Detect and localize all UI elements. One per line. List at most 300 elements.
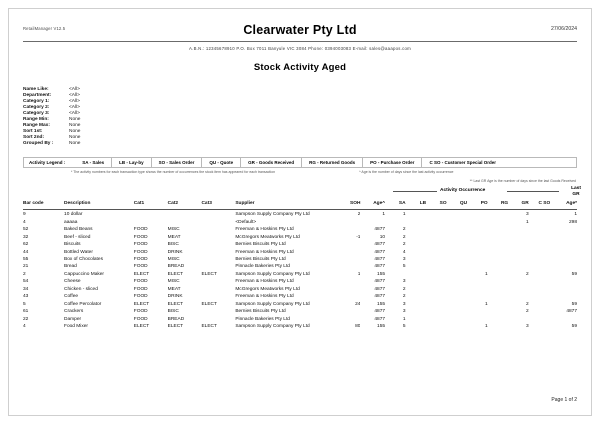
cell-cso — [529, 284, 551, 291]
cell-gr: 2 — [526, 309, 529, 315]
table-header — [23, 201, 577, 209]
cell-qu — [447, 247, 468, 254]
cell-supplier: Sampson Supply Company Pty Ltd — [235, 323, 310, 329]
cell-po — [467, 292, 488, 299]
cell-age: 4877 — [374, 249, 386, 255]
cell-sa: 3 — [402, 257, 406, 263]
cell-cat3 — [201, 225, 235, 232]
cell-last-gr-age: 59 — [571, 323, 577, 329]
cell-so — [426, 232, 447, 239]
cell-supplier: McGregors Meatworks Pty Ltd — [235, 234, 300, 240]
cell-qu — [447, 314, 468, 321]
cell-qu — [447, 277, 468, 284]
cell-gr — [508, 232, 529, 239]
cell-age: 4877 — [374, 316, 386, 322]
cell-cat2: DRINK — [167, 249, 183, 255]
cell-rg — [488, 292, 509, 299]
column-header-po: PO — [467, 201, 488, 209]
cell-soh: 1 — [357, 271, 361, 277]
cell-rg — [488, 225, 509, 232]
footnote-activity: * The activity numbers for each transaction type shows the number of occurrences the stock item has appeared for each transaction — [71, 170, 276, 175]
cell-gr — [508, 284, 529, 291]
cell-cat2: BREAD — [167, 264, 185, 270]
activity-band-rule-right — [507, 191, 559, 192]
cell-gr — [508, 292, 529, 299]
cell-sa: 4 — [402, 249, 406, 255]
cell-age: 155 — [377, 301, 386, 307]
cell-so — [426, 307, 447, 314]
table-row[interactable] — [23, 232, 577, 239]
cell-cat1: FOOD — [133, 286, 148, 292]
column-header-rg: RG — [488, 201, 509, 209]
column-header-cat1: Cat1 — [134, 201, 168, 209]
cell-gr — [508, 240, 529, 247]
cell-supplier: Freeman & Hoskins Pty Ltd — [235, 227, 294, 233]
parameter-label: Range Max: — [23, 123, 50, 129]
cell-cat3: ELECT — [201, 323, 217, 329]
column-header-cat3: Cat3 — [201, 201, 235, 209]
cell-so — [426, 225, 447, 232]
cell-sa — [385, 269, 406, 276]
cell-so — [426, 269, 447, 276]
cell-cso — [529, 247, 551, 254]
table-row[interactable] — [23, 269, 577, 276]
cell-supplier: Bernies Biscuits Pty Ltd — [235, 242, 286, 248]
parameter-value: None — [69, 135, 81, 141]
cell-barcode: 44 — [23, 249, 29, 255]
cell-lb — [406, 255, 427, 262]
cell-last-gr-age — [550, 284, 577, 291]
table-header-row — [23, 201, 577, 209]
table-row[interactable] — [23, 262, 577, 269]
cell-supplier: Bernies Biscuits Pty Ltd — [235, 309, 286, 315]
cell-description: Box of Chocolates — [64, 257, 103, 263]
table-row[interactable] — [23, 225, 577, 232]
parameter-label: Sort 1st: — [23, 129, 43, 135]
cell-po: 1 — [484, 323, 488, 329]
cell-so — [426, 314, 447, 321]
cell-cso — [529, 225, 551, 232]
cell-last-gr-age — [550, 247, 577, 254]
cell-gr: 2 — [526, 271, 529, 277]
parameter-value: <All> — [69, 105, 80, 111]
cell-cat1: ELECT — [133, 323, 150, 329]
cell-cat3 — [201, 209, 235, 217]
page-footer: Page 1 of 2 — [551, 397, 577, 403]
cell-supplier: Freeman & Hoskins Pty Ltd — [235, 249, 294, 255]
cell-lb — [406, 292, 427, 299]
cell-qu — [447, 299, 468, 306]
cell-lb — [406, 225, 427, 232]
cell-cat2: MEAT — [167, 234, 181, 240]
cell-age: 10 — [379, 234, 386, 240]
cell-cat1: ELECT — [133, 301, 150, 307]
cell-lb — [406, 217, 427, 224]
company-abn-line: A.B.N.: 12345678910 P.O. Box 7011 Banyule VIC 3084 Phone: 0394003083 E-mail: sales@aaapos.com — [189, 46, 411, 51]
cell-po — [467, 240, 488, 247]
column-header-gr: GR — [508, 201, 529, 209]
cell-lb — [406, 269, 427, 276]
cell-age: 4877 — [374, 286, 386, 292]
cell-qu — [447, 255, 468, 262]
cell-barcode: 32 — [23, 234, 29, 240]
cell-cat1 — [134, 217, 168, 224]
cell-cat2: BISC — [167, 242, 179, 248]
parameter-label: Range Min: — [23, 117, 49, 123]
cell-cat3: ELECT — [201, 301, 217, 307]
cell-age: 1 — [382, 212, 386, 218]
cell-lb — [406, 314, 427, 321]
cell-barcode: 4 — [23, 219, 26, 225]
cell-barcode: 61 — [23, 309, 29, 315]
cell-cat2: MISC — [167, 257, 180, 263]
cell-rg — [488, 299, 509, 306]
column-header-cat2: Cat2 — [168, 201, 202, 209]
cell-cat1: FOOD — [133, 316, 148, 322]
report-content — [23, 23, 581, 405]
cell-po — [467, 284, 488, 291]
cell-barcode: 43 — [23, 294, 29, 300]
cell-so — [426, 284, 447, 291]
cell-cat2 — [168, 217, 202, 224]
legend-item-rg: RG - Returned Goods — [301, 158, 362, 167]
legend-item-sa: SA - Sales — [82, 160, 105, 166]
table-row[interactable] — [23, 292, 577, 299]
cell-po — [467, 232, 488, 239]
cell-last-gr-age: 59 — [571, 271, 577, 277]
app-version-label: RetailManager V12.5 — [23, 26, 66, 31]
cell-sa — [385, 217, 406, 224]
cell-gr — [508, 225, 529, 232]
cell-description: aaaaa — [64, 219, 78, 225]
cell-barcode: 21 — [23, 264, 29, 270]
cell-supplier: Sampson Supply Company Pty Ltd — [235, 301, 310, 307]
cell-so — [426, 240, 447, 247]
cell-sa: 5 — [402, 323, 406, 329]
legend-footnotes — [23, 170, 577, 184]
page-title: Stock Activity Aged — [253, 62, 347, 73]
cell-sa: 2 — [402, 294, 406, 300]
cell-description: Cheese — [64, 279, 81, 285]
cell-cat1: FOOD — [133, 234, 148, 240]
parameter-value: None — [69, 123, 81, 129]
cell-soh — [338, 217, 361, 224]
last-gr-line2: GR — [572, 191, 580, 197]
cell-cat1: FOOD — [133, 279, 148, 285]
column-header-supplier: Supplier — [235, 201, 338, 209]
cell-qu — [447, 217, 468, 224]
cell-supplier: Sampson Supply Company Pty Ltd — [235, 271, 310, 277]
cell-cso — [529, 217, 551, 224]
activity-occurrence-title: Activity Occurrence — [440, 188, 486, 194]
cell-age — [360, 217, 385, 224]
cell-barcode: 55 — [23, 257, 29, 263]
parameter-value: <All> — [69, 87, 80, 92]
cell-age: 155 — [377, 271, 386, 277]
cell-po — [467, 225, 488, 232]
parameter-value: <All> — [69, 99, 80, 105]
parameter-label: Category 3: — [23, 111, 50, 117]
cell-qu — [447, 322, 468, 329]
cell-cso — [529, 307, 551, 314]
cell-sa: 3 — [402, 301, 406, 307]
cell-last-gr-age — [550, 292, 577, 299]
cell-soh: 80 — [355, 323, 361, 329]
cell-cso — [529, 299, 551, 306]
cell-cat2: ELECT — [167, 301, 184, 307]
cell-age: 4877 — [374, 227, 386, 233]
cell-cat3 — [201, 292, 235, 299]
cell-lb — [406, 307, 427, 314]
column-header-cso: C SO — [529, 201, 551, 209]
legend-item-lb: LB - Lay-by — [111, 158, 151, 167]
cell-rg — [488, 269, 509, 276]
cell-cat3 — [201, 307, 235, 314]
cell-last-gr-age: 1 — [574, 212, 577, 218]
cell-lb — [406, 209, 427, 217]
cell-description: 10 dollar — [64, 212, 83, 218]
report-parameters — [23, 87, 577, 147]
cell-description: Biscuits — [64, 242, 81, 248]
column-header-sa: SA — [385, 201, 406, 209]
parameter-value: <All> — [69, 111, 80, 117]
header-divider — [23, 41, 577, 42]
cell-sa: 1 — [402, 316, 406, 322]
cell-barcode: 9 — [23, 212, 26, 218]
cell-description: Coffee Percolator — [64, 301, 102, 307]
cell-cso — [529, 232, 551, 239]
report-date: 27/06/2024 — [551, 26, 577, 32]
table-row[interactable] — [23, 217, 577, 224]
column-header-barcode: Bar code — [23, 201, 64, 209]
cell-gr: 1 — [526, 219, 529, 225]
activity-occurrence-band — [23, 186, 581, 201]
cell-cso — [529, 262, 551, 269]
report-header — [23, 23, 577, 39]
table-row[interactable] — [23, 255, 577, 262]
parameter-value: None — [69, 117, 81, 123]
cell-age: 4877 — [374, 264, 386, 270]
cell-lb — [406, 247, 427, 254]
last-gr-line1: Last — [571, 186, 581, 192]
cell-description: Bottled Water — [64, 249, 93, 255]
table-row[interactable] — [23, 247, 577, 254]
column-header-soh: SOH — [338, 201, 361, 209]
cell-soh: -1 — [356, 234, 361, 240]
cell-qu — [447, 292, 468, 299]
cell-cso — [529, 314, 551, 321]
cell-soh — [338, 307, 361, 314]
cell-so — [426, 277, 447, 284]
cell-cat1: FOOD — [133, 309, 148, 315]
parameter-row — [23, 141, 577, 147]
cell-rg — [488, 247, 509, 254]
cell-cat1: FOOD — [133, 264, 148, 270]
cell-gr — [508, 255, 529, 262]
parameter-value: <All> — [69, 93, 80, 99]
cell-description: Chicken - sliced — [64, 286, 98, 292]
cell-gr — [508, 247, 529, 254]
cell-soh — [338, 247, 361, 254]
cell-rg — [488, 284, 509, 291]
cell-barcode: 52 — [23, 227, 29, 233]
cell-sa: 2 — [402, 242, 406, 248]
cell-rg — [488, 232, 509, 239]
cell-lb — [406, 322, 427, 329]
cell-cso — [529, 240, 551, 247]
cell-last-gr-age — [550, 255, 577, 262]
cell-gr: 3 — [526, 323, 529, 329]
cell-soh — [338, 292, 361, 299]
cell-soh — [338, 255, 361, 262]
footnote-last-gr: ** Last GR Age is the number of days since the last Goods Received — [469, 179, 576, 184]
cell-supplier: McGregors Meatworks Pty Ltd — [235, 286, 300, 292]
cell-cat2: MISC — [167, 227, 180, 233]
cell-last-gr-age — [550, 262, 577, 269]
cell-cso — [529, 277, 551, 284]
report-sheet — [8, 8, 592, 416]
cell-cat2: ELECT — [167, 271, 184, 277]
cell-age: 4877 — [374, 294, 386, 300]
cell-cat2: BISC — [167, 309, 179, 315]
cell-cat3: ELECT — [201, 271, 217, 277]
activity-legend — [23, 157, 577, 168]
cell-cat2: ELECT — [167, 323, 184, 329]
cell-cat1: FOOD — [133, 249, 148, 255]
cell-supplier: Pinnacle Bakeries Pty Ltd — [235, 264, 290, 270]
table-row[interactable] — [23, 322, 577, 329]
cell-sa: 2 — [402, 286, 406, 292]
cell-supplier: <Default> — [235, 219, 257, 225]
cell-age: 4877 — [374, 309, 386, 315]
cell-barcode: 34 — [23, 286, 29, 292]
cell-description: Damper — [64, 316, 82, 322]
cell-cat3 — [201, 255, 235, 262]
cell-qu — [447, 284, 468, 291]
last-gr-age-header — [564, 186, 588, 196]
parameter-label: Category 2: — [23, 105, 50, 111]
cell-rg — [488, 209, 509, 217]
column-header-last-gr-age: Age* — [550, 201, 577, 209]
cell-barcode: 2 — [23, 271, 26, 277]
cell-last-gr-age: 298 — [568, 219, 577, 225]
cell-so — [426, 322, 447, 329]
cell-cat1: FOOD — [133, 227, 148, 233]
cell-po — [467, 307, 488, 314]
cell-supplier: Freeman & Hoskins Pty Ltd — [235, 279, 294, 285]
cell-description: Cappuccino Maker — [64, 271, 105, 277]
cell-rg — [488, 307, 509, 314]
parameter-value: None — [69, 141, 81, 147]
cell-rg — [488, 255, 509, 262]
cell-qu — [447, 262, 468, 269]
column-header-age: Age^ — [360, 201, 385, 209]
cell-last-gr-age — [550, 240, 577, 247]
cell-description: Bread — [64, 264, 77, 270]
cell-soh — [338, 240, 361, 247]
cell-age: 4877 — [374, 279, 386, 285]
cell-last-gr-age — [550, 314, 577, 321]
parameter-value: None — [69, 129, 81, 135]
cell-so — [426, 299, 447, 306]
column-header-description: Description — [64, 201, 134, 209]
cell-description: Food Mixer — [64, 323, 89, 329]
cell-cat3 — [201, 217, 235, 224]
cell-cso — [529, 209, 551, 217]
cell-sa: 2 — [402, 227, 406, 233]
cell-so — [426, 292, 447, 299]
cell-cat3 — [201, 262, 235, 269]
cell-soh: 2 — [357, 212, 361, 218]
cell-po: 1 — [484, 301, 488, 307]
cell-lb — [406, 277, 427, 284]
table-row[interactable] — [23, 240, 577, 247]
cell-age: 4877 — [374, 257, 386, 263]
cell-qu — [447, 209, 468, 217]
cell-lb — [406, 240, 427, 247]
column-header-qu: QU — [447, 201, 468, 209]
cell-soh — [338, 314, 361, 321]
cell-soh — [338, 262, 361, 269]
table-row[interactable] — [23, 307, 577, 314]
cell-barcode: 4 — [23, 323, 26, 329]
stock-activity-table — [23, 201, 577, 329]
cell-po — [467, 255, 488, 262]
cell-po — [467, 209, 488, 217]
cell-qu — [447, 269, 468, 276]
table-row[interactable] — [23, 277, 577, 284]
table-row[interactable] — [23, 284, 577, 291]
cell-age: 4877 — [374, 242, 386, 248]
cell-description: Beef - sliced — [64, 234, 91, 240]
cell-supplier: Pinnacle Bakeries Pty Ltd — [235, 316, 290, 322]
cell-cat3 — [201, 314, 235, 321]
cell-so — [426, 247, 447, 254]
cell-po — [467, 247, 488, 254]
cell-cat3 — [201, 277, 235, 284]
cell-po — [467, 217, 488, 224]
cell-sa: 5 — [402, 264, 406, 270]
cell-cat1: ELECT — [133, 271, 150, 277]
cell-soh: 24 — [355, 301, 361, 307]
cell-po — [467, 314, 488, 321]
parameter-label: Department: — [23, 93, 52, 99]
table-row[interactable] — [23, 314, 577, 321]
cell-so — [426, 217, 447, 224]
cell-cat2: MEAT — [167, 286, 181, 292]
table-row[interactable] — [23, 209, 577, 217]
cell-cso — [529, 269, 551, 276]
cell-supplier: Sampson Supply Company Pty Ltd — [235, 212, 310, 218]
table-body — [23, 209, 577, 329]
cell-cat2: BREAD — [167, 316, 185, 322]
cell-so — [426, 255, 447, 262]
table-row[interactable] — [23, 299, 577, 306]
cell-po: 1 — [484, 271, 488, 277]
legend-item-gr: GR - Goods Received — [240, 158, 301, 167]
legend-item-po: PO - Purchase Order — [362, 158, 421, 167]
legend-item-cso: C SO - Customer Special Order — [421, 158, 503, 167]
cell-gr: 3 — [526, 212, 529, 218]
cell-supplier: Bernies Biscuits Pty Ltd — [235, 257, 286, 263]
cell-sa: 3 — [402, 309, 406, 315]
cell-last-gr-age: 59 — [571, 301, 577, 307]
cell-barcode: 22 — [23, 316, 29, 322]
cell-cat1 — [134, 209, 168, 217]
company-name: Clearwater Pty Ltd — [243, 23, 357, 37]
cell-last-gr-age — [550, 225, 577, 232]
cell-soh — [338, 225, 361, 232]
